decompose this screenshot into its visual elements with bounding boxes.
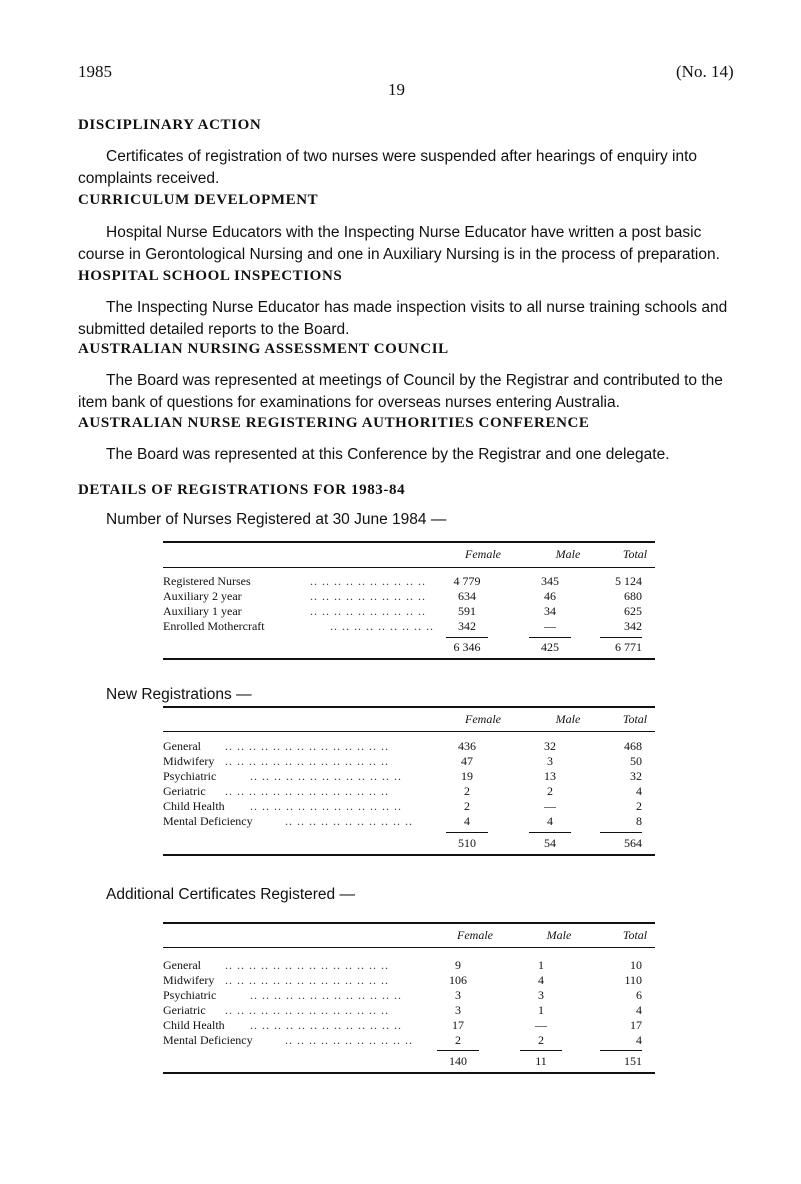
cell-female: 17 xyxy=(452,1018,464,1032)
total-male: 11 xyxy=(535,1054,547,1068)
table-intro-additional: Additional Certificates Registered — xyxy=(106,886,355,903)
row-label: Child Health xyxy=(163,1018,225,1032)
table-rule xyxy=(163,854,655,856)
cell-total: 4 xyxy=(636,784,642,798)
cell-female: 3 xyxy=(455,988,461,1002)
cell-female: 106 xyxy=(449,973,467,987)
cell-female: 2 xyxy=(464,799,470,813)
row-label: Midwifery xyxy=(163,754,215,768)
sum-line xyxy=(600,1050,642,1051)
cell-total: 342 xyxy=(624,619,642,633)
section-heading-conference: AUSTRALIAN NURSE REGISTERING AUTHORITIES CONFERENCE xyxy=(78,415,590,431)
cell-total: 8 xyxy=(636,814,642,828)
row-label: Geriatric xyxy=(163,784,206,798)
cell-female: 9 xyxy=(455,958,461,972)
row-label: Mental Deficiency xyxy=(163,814,253,828)
table-rule xyxy=(163,1072,655,1074)
table-row: Auxiliary 1 year .. .. .. .. .. .. .. .. .. .. 591 34 625 xyxy=(163,604,642,618)
sum-line xyxy=(529,637,571,638)
cell-female: 436 xyxy=(458,739,476,753)
table-total-row xyxy=(163,836,655,851)
cell-total: 110 xyxy=(624,973,642,987)
col-male: Male xyxy=(555,712,581,726)
table-row: General .. .. .. .. .. .. .. .. .. .. .. .. .. .. 9 1 10 xyxy=(163,958,642,972)
cell-male: 3 xyxy=(538,988,544,1002)
cell-male: 2 xyxy=(547,784,553,798)
table-rule xyxy=(163,731,655,732)
sum-line xyxy=(437,1050,479,1051)
table-row: Midwifery .. .. .. .. .. .. .. .. .. .. .. .. .. .. 106 4 110 xyxy=(163,973,642,987)
cell-female: 3 xyxy=(455,1003,461,1017)
row-label: Auxiliary 1 year xyxy=(163,604,242,618)
cell-total: 4 xyxy=(636,1033,642,1047)
cell-total: 625 xyxy=(624,604,642,618)
row-label: General xyxy=(163,739,201,753)
cell-female: 4 779 xyxy=(453,574,481,588)
sum-line xyxy=(600,637,642,638)
table-registered xyxy=(163,541,655,661)
col-female: Female xyxy=(457,928,493,942)
cell-female: 342 xyxy=(458,619,476,633)
row-label: Psychiatric xyxy=(163,769,217,783)
cell-male: 34 xyxy=(544,604,556,618)
cell-male: 4 xyxy=(538,973,544,987)
total-male: 54 xyxy=(544,836,556,850)
table-total-row xyxy=(163,640,655,655)
cell-male: 2 xyxy=(538,1033,544,1047)
sum-line xyxy=(446,637,488,638)
cell-female: 19 xyxy=(461,769,473,783)
cell-female: 634 xyxy=(458,589,476,603)
row-label: General xyxy=(163,958,201,972)
cell-male: 13 xyxy=(544,769,556,783)
cell-male: 4 xyxy=(547,814,553,828)
table-new-registrations xyxy=(163,706,655,858)
cell-female: 591 xyxy=(458,604,476,618)
row-label: Psychiatric xyxy=(163,988,217,1002)
table-rule xyxy=(163,922,655,924)
table-intro-new: New Registrations — xyxy=(106,686,252,703)
table-rule xyxy=(163,658,655,660)
cell-male: 3 xyxy=(547,754,553,768)
cell-female: 4 xyxy=(464,814,470,828)
total-male: 425 xyxy=(541,640,559,654)
table-rule xyxy=(163,706,655,708)
section-heading-disciplinary: DISCIPLINARY ACTION xyxy=(78,117,262,133)
table-row: Mental Deficiency .. .. .. .. .. .. .. .. .. .. .. 2 2 4 xyxy=(163,1033,642,1047)
table-additional-certificates xyxy=(163,922,655,1077)
cell-total: 17 xyxy=(630,1018,642,1032)
row-label: Midwifery xyxy=(163,973,215,987)
cell-total: 32 xyxy=(630,769,642,783)
row-label: Enrolled Mothercraft xyxy=(163,619,265,633)
cell-male: 1 xyxy=(538,958,544,972)
cell-male: — xyxy=(544,619,556,633)
table-row: Auxiliary 2 year .. .. .. .. .. .. .. .. .. .. 634 46 680 xyxy=(163,589,642,603)
table-row: Geriatric .. .. .. .. .. .. .. .. .. .. .. .. .. .. 2 2 4 xyxy=(163,784,642,798)
total-total: 564 xyxy=(624,836,642,850)
table-row: Child Health .. .. .. .. .. .. .. .. .. .. .. .. .. 17 — 17 xyxy=(163,1018,642,1032)
col-male: Male xyxy=(546,928,572,942)
total-total: 6 771 xyxy=(615,640,642,654)
cell-total: 680 xyxy=(624,589,642,603)
section-heading-curriculum: CURRICULUM DEVELOPMENT xyxy=(78,192,319,208)
table-row: General .. .. .. .. .. .. .. .. .. .. .. .. .. .. 436 32 468 xyxy=(163,739,642,753)
table-rule xyxy=(163,541,655,543)
sum-line xyxy=(529,832,571,833)
col-total: Total xyxy=(622,547,648,561)
col-total: Total xyxy=(622,712,648,726)
cell-total: 5 124 xyxy=(615,574,642,588)
table-row: Psychiatric .. .. .. .. .. .. .. .. .. .. .. .. .. 19 13 32 xyxy=(163,769,642,783)
table-row: Registered Nurses .. .. .. .. .. .. .. .. .. .. 4 779 345 5 124 xyxy=(163,574,642,588)
section-text-assessment-council: The Board was represented at meetings of Council by the Registrar and contributed to the item bank of questions for examinations for overseas nurses entering Australia. xyxy=(78,372,723,411)
table-row: Midwifery .. .. .. .. .. .. .. .. .. .. .. .. .. .. 47 3 50 xyxy=(163,754,642,768)
sum-line xyxy=(520,1050,562,1051)
cell-female: 2 xyxy=(464,784,470,798)
total-female: 140 xyxy=(449,1054,467,1068)
row-label: Geriatric xyxy=(163,1003,206,1017)
cell-total: 4 xyxy=(636,1003,642,1017)
total-female: 510 xyxy=(458,836,476,850)
table-row: Psychiatric .. .. .. .. .. .. .. .. .. .. .. .. .. 3 3 6 xyxy=(163,988,642,1002)
cell-total: 50 xyxy=(630,754,642,768)
row-label: Registered Nurses xyxy=(163,574,251,588)
cell-female: 2 xyxy=(455,1033,461,1047)
table-rule xyxy=(163,947,655,948)
cell-male: — xyxy=(544,799,556,813)
cell-male: 46 xyxy=(544,589,556,603)
section-text-inspections: The Inspecting Nurse Educator has made inspection visits to all nurse training schools and submitted detailed reports to the Board. xyxy=(78,299,728,338)
total-total: 151 xyxy=(624,1054,642,1068)
table-row: Enrolled Mothercraft .. .. .. .. .. .. .. .. .. 342 — 342 xyxy=(163,619,642,633)
section-text-disciplinary: Certificates of registration of two nurses were suspended after hearings of enquiry into complaints received. xyxy=(78,148,698,187)
section-heading-registrations: DETAILS OF REGISTRATIONS FOR 1983-84 xyxy=(78,482,406,498)
table-total-row xyxy=(163,1054,655,1069)
table-row: Mental Deficiency .. .. .. .. .. .. .. .. .. .. .. 4 4 8 xyxy=(163,814,642,828)
cell-male: — xyxy=(535,1018,547,1032)
row-label: Mental Deficiency xyxy=(163,1033,253,1047)
row-label: Auxiliary 2 year xyxy=(163,589,242,603)
col-female: Female xyxy=(465,712,501,726)
section-heading-assessment-council: AUSTRALIAN NURSING ASSESSMENT COUNCIL xyxy=(78,341,449,357)
cell-female: 47 xyxy=(461,754,473,768)
col-male: Male xyxy=(555,547,581,561)
cell-total: 10 xyxy=(630,958,642,972)
cell-total: 2 xyxy=(636,799,642,813)
cell-total: 6 xyxy=(636,988,642,1002)
col-female: Female xyxy=(465,547,501,561)
row-label: Child Health xyxy=(163,799,225,813)
total-female: 6 346 xyxy=(453,640,481,654)
header-year: 1985 xyxy=(78,62,112,81)
table-rule xyxy=(163,567,655,568)
cell-total: 468 xyxy=(624,739,642,753)
cell-male: 345 xyxy=(541,574,559,588)
page-number: 19 xyxy=(388,80,405,99)
sum-line xyxy=(600,832,642,833)
table-row: Geriatric .. .. .. .. .. .. .. .. .. .. .. .. .. .. 3 1 4 xyxy=(163,1003,642,1017)
col-total: Total xyxy=(622,928,648,942)
section-text-conference: The Board was represented at this Conference by the Registrar and one delegate. xyxy=(106,446,670,463)
cell-male: 32 xyxy=(544,739,556,753)
sum-line xyxy=(446,832,488,833)
section-text-curriculum: Hospital Nurse Educators with the Inspecting Nurse Educator have written a post basic course in Gerontological Nursing and one in Auxiliary Nursing is in the process of preparation. xyxy=(78,224,720,263)
section-heading-inspections: HOSPITAL SCHOOL INSPECTIONS xyxy=(78,268,343,284)
table-intro-registered: Number of Nurses Registered at 30 June 1984 — xyxy=(106,511,447,528)
cell-male: 1 xyxy=(538,1003,544,1017)
table-row: Child Health .. .. .. .. .. .. .. .. .. .. .. .. .. 2 — 2 xyxy=(163,799,642,813)
header-issue: (No. 14) xyxy=(676,62,734,81)
